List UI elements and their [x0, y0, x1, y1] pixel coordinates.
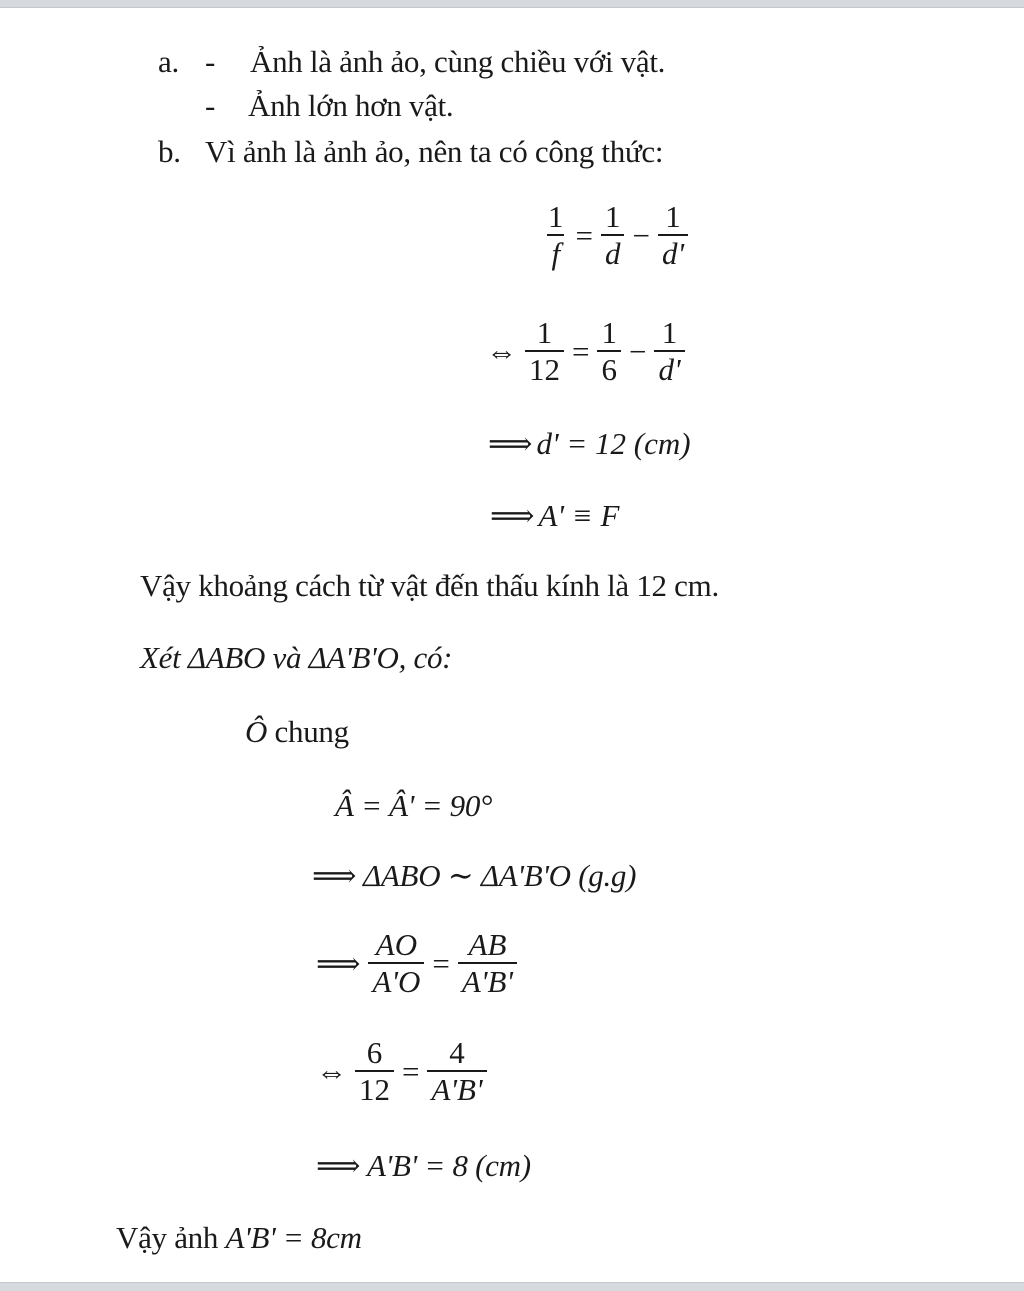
similar-triangles: ⟹ ΔABO ∼ ΔA'B'O (g.g) [312, 858, 637, 893]
part-a-bullet-2: - [205, 88, 216, 123]
result-d-prime: ⟹ d' = 12 (cm) [488, 426, 691, 461]
fraction-1-over-dprime-2: $\frac{1}{d'}$ [654, 316, 684, 388]
fraction-AO-over-AprimeO: $\frac{AO}{A'O}$ [368, 928, 424, 1000]
right-angles: Â = Â' = 90° [335, 788, 493, 823]
ratio-formula: ⟹ $\frac{AO}{A'O}$ = $\frac{AB}{A'B'}$ [312, 928, 521, 1000]
conclusion-distance: Vậy khoảng cách từ vật đến thấu kính là 12 cm. [140, 568, 719, 603]
ratio-substituted: ⇔ $\frac{6}{12}$ = $\frac{4}{A'B'}$ [312, 1036, 491, 1108]
conclusion-image-height: Vậy ảnh A'B' = 8cm [116, 1220, 362, 1255]
fraction-4-over-AprimeBprime: $\frac{4}{A'B'}$ [427, 1036, 486, 1108]
part-b-intro: Vì ảnh là ảnh ảo, nên ta có công thức: [205, 134, 664, 169]
fraction-6-over-12: $\frac{6}{12}$ [355, 1036, 394, 1108]
fraction-1-over-d: $\frac{1}{d}$ [601, 200, 625, 272]
part-b-label: b. [158, 134, 181, 169]
part-a-bullet-1: - [205, 44, 216, 79]
fraction-1-over-f: $\frac{1}{f}$ [548, 199, 564, 271]
part-a-line-1: Ảnh là ảnh ảo, cùng chiều với vật. [250, 44, 666, 79]
common-angle: Ô chung [245, 714, 349, 749]
consider-triangles: Xét ΔABO và ΔA'B'O, có: [140, 640, 453, 675]
fraction-1-over-12: $\frac{1}{12}$ [525, 316, 564, 388]
fraction-AB-over-AprimeBprime: $\frac{AB}{A'B'}$ [458, 928, 517, 1000]
lens-formula-substituted: ⇔ $\frac{1}{12}$ = $\frac{1}{6}$ − $\frac{1}{d'}$ [482, 316, 689, 388]
result-image-at-focus: ⟹ A' ≡ F [490, 498, 620, 533]
window-top-border [0, 0, 1024, 8]
fraction-1-over-6: $\frac{1}{6}$ [597, 316, 621, 388]
part-a-label: a. [158, 44, 179, 79]
part-a-line-2: Ảnh lớn hơn vật. [248, 88, 454, 123]
lens-formula: $\frac{1}{f}$ = $\frac{1}{d}$ − $\frac{1}{d'}$ [540, 200, 692, 272]
fraction-1-over-dprime: $\frac{1}{d'}$ [658, 200, 688, 272]
result-image-height: ⟹ A'B' = 8 (cm) [316, 1148, 531, 1183]
